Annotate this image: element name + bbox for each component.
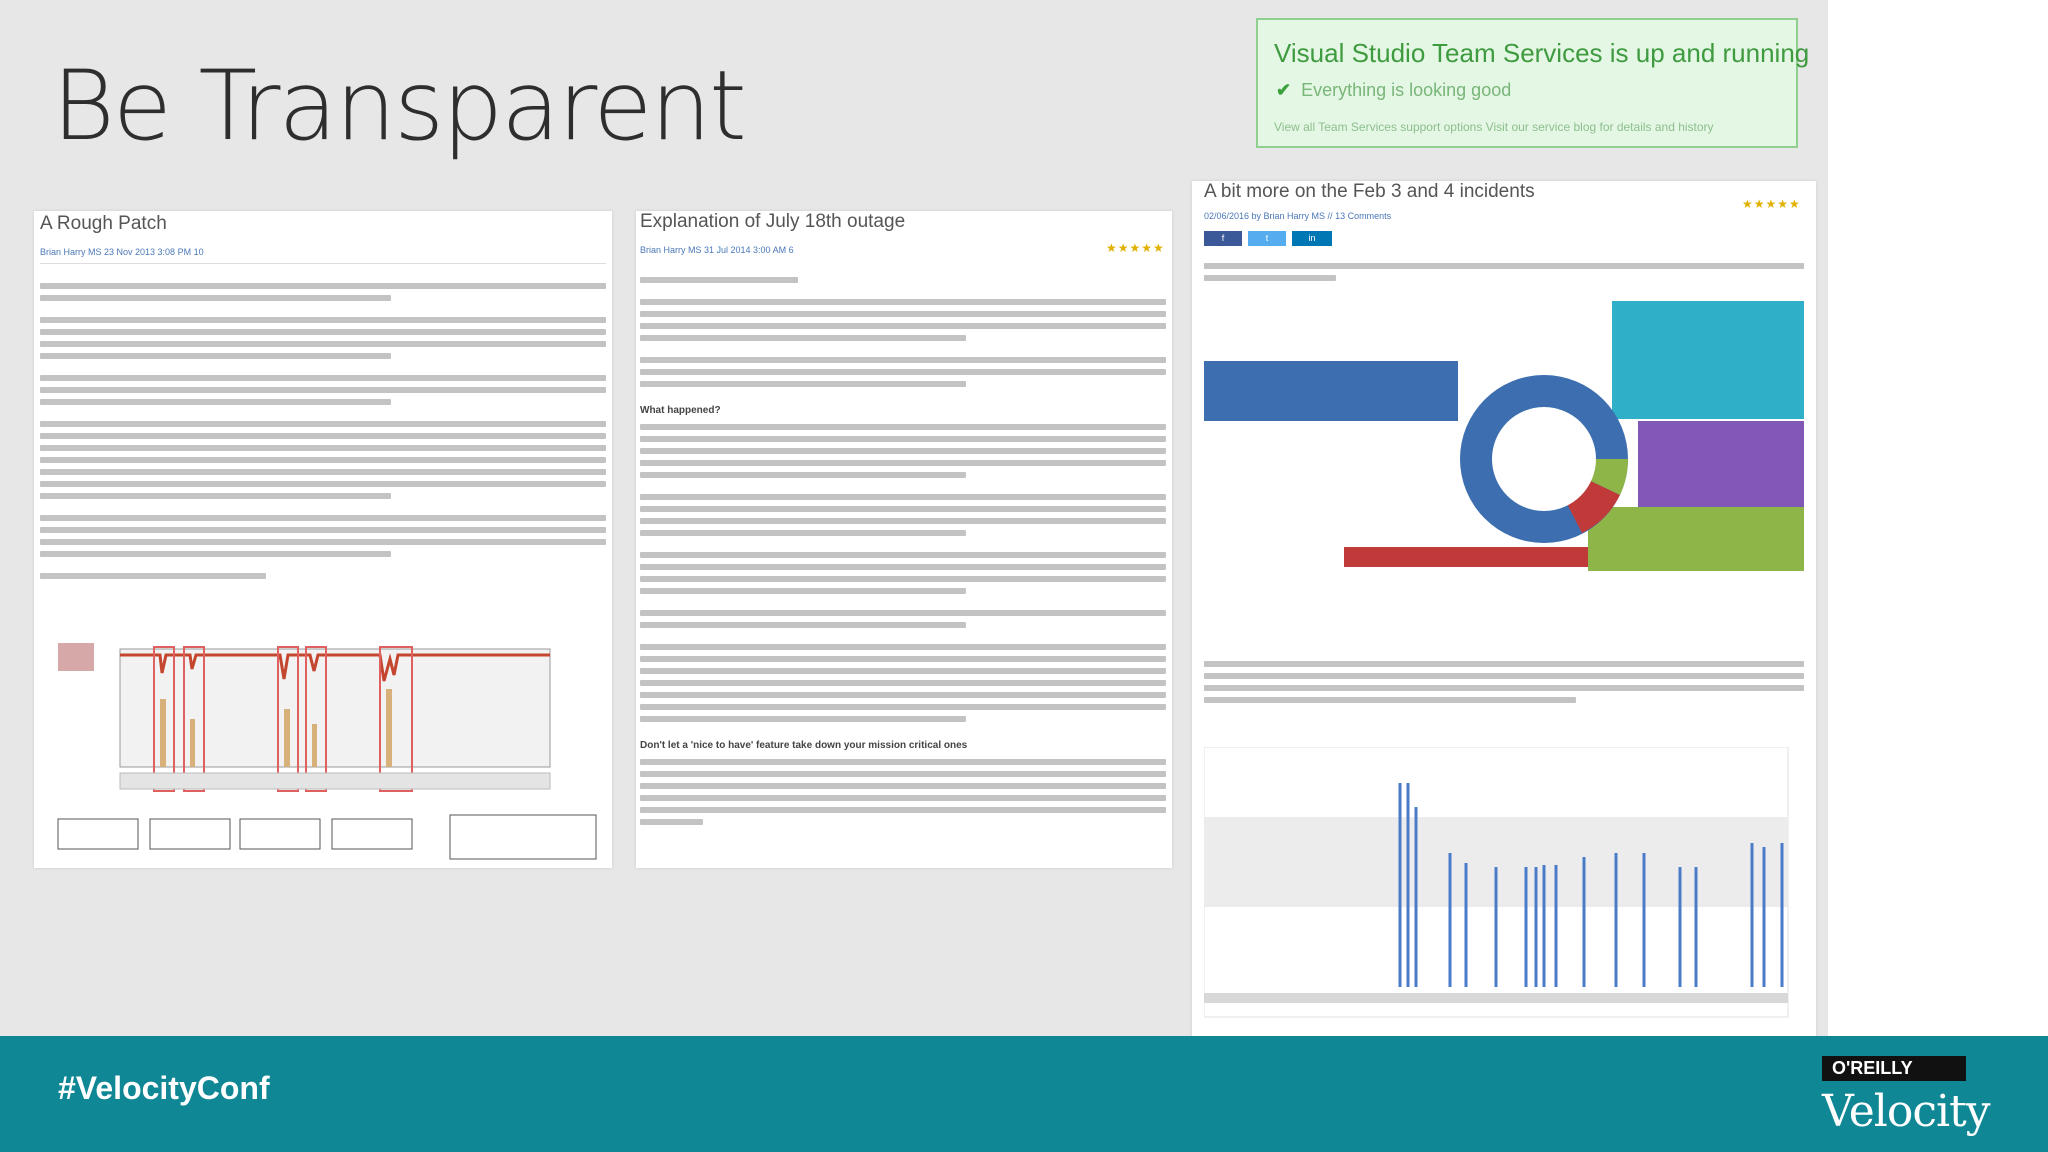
status-links[interactable]: View all Team Services support options Visit our service blog for details and history — [1274, 120, 1714, 134]
post-meta[interactable]: 02/06/2016 by Brian Harry MS // 13 Comments — [1204, 211, 1392, 221]
facebook-share-button[interactable]: f — [1204, 231, 1242, 246]
post-body — [1204, 661, 1804, 709]
post-meta[interactable]: Brian Harry MS 23 Nov 2013 3:08 PM 10 — [40, 247, 204, 257]
blog-post-rough-patch — [34, 211, 612, 868]
rating-stars: ★★★★★ — [1106, 241, 1165, 255]
graph-timeline — [120, 773, 550, 789]
query-callout-red — [1344, 547, 1588, 567]
status-subtext-row — [1276, 80, 1511, 101]
twitter-share-button[interactable]: t — [1248, 231, 1286, 246]
linkedin-share-button[interactable]: in — [1292, 231, 1332, 246]
conference-hashtag: #VelocityConf — [58, 1070, 270, 1106]
query-callout-blue — [1204, 361, 1458, 421]
rating-stars: ★★★★★ — [1742, 197, 1801, 211]
post-title: Explanation of July 18th outage — [640, 211, 906, 232]
section-heading: What happened? — [640, 405, 721, 416]
query-callout-teal — [1612, 301, 1804, 419]
post-title: A Rough Patch — [40, 213, 167, 234]
section-heading: Don't let a 'nice to have' feature take down your mission critical ones — [640, 740, 968, 751]
post-intro — [1204, 263, 1804, 287]
wait-stats-donut-diagram — [1204, 301, 1804, 571]
footer-bar — [0, 1036, 2048, 1152]
incident-timeline-chart — [1204, 747, 1804, 1036]
availability-graph — [40, 629, 606, 867]
blog-post-july-18-outage — [636, 211, 1172, 868]
blog-post-feb-incidents — [1192, 181, 1816, 1036]
post-title: A bit more on the Feb 3 and 4 incidents — [1204, 181, 1535, 202]
status-subtext: Everything is looking good — [1301, 80, 1512, 100]
timeline-scrollbar[interactable] — [1204, 993, 1788, 1003]
query-callout-green — [1588, 507, 1804, 571]
post-body — [640, 277, 1166, 831]
post-meta[interactable]: Brian Harry MS 31 Jul 2014 3:00 AM 6 — [640, 245, 794, 255]
oreilly-logo: O'REILLY — [1822, 1056, 1966, 1081]
slide-title: Be Transparent — [52, 50, 745, 162]
wait-stats-donut — [1460, 375, 1628, 543]
velocity-logo: Velocity — [1822, 1086, 1990, 1137]
checkmark-icon: ✔ — [1276, 80, 1292, 100]
post-body — [40, 283, 606, 585]
right-margin — [1828, 0, 2048, 1036]
graph-legend — [58, 643, 94, 671]
status-heading: Visual Studio Team Services is up and running — [1274, 38, 1810, 68]
divider — [40, 263, 606, 264]
service-status-banner — [1256, 18, 1810, 148]
